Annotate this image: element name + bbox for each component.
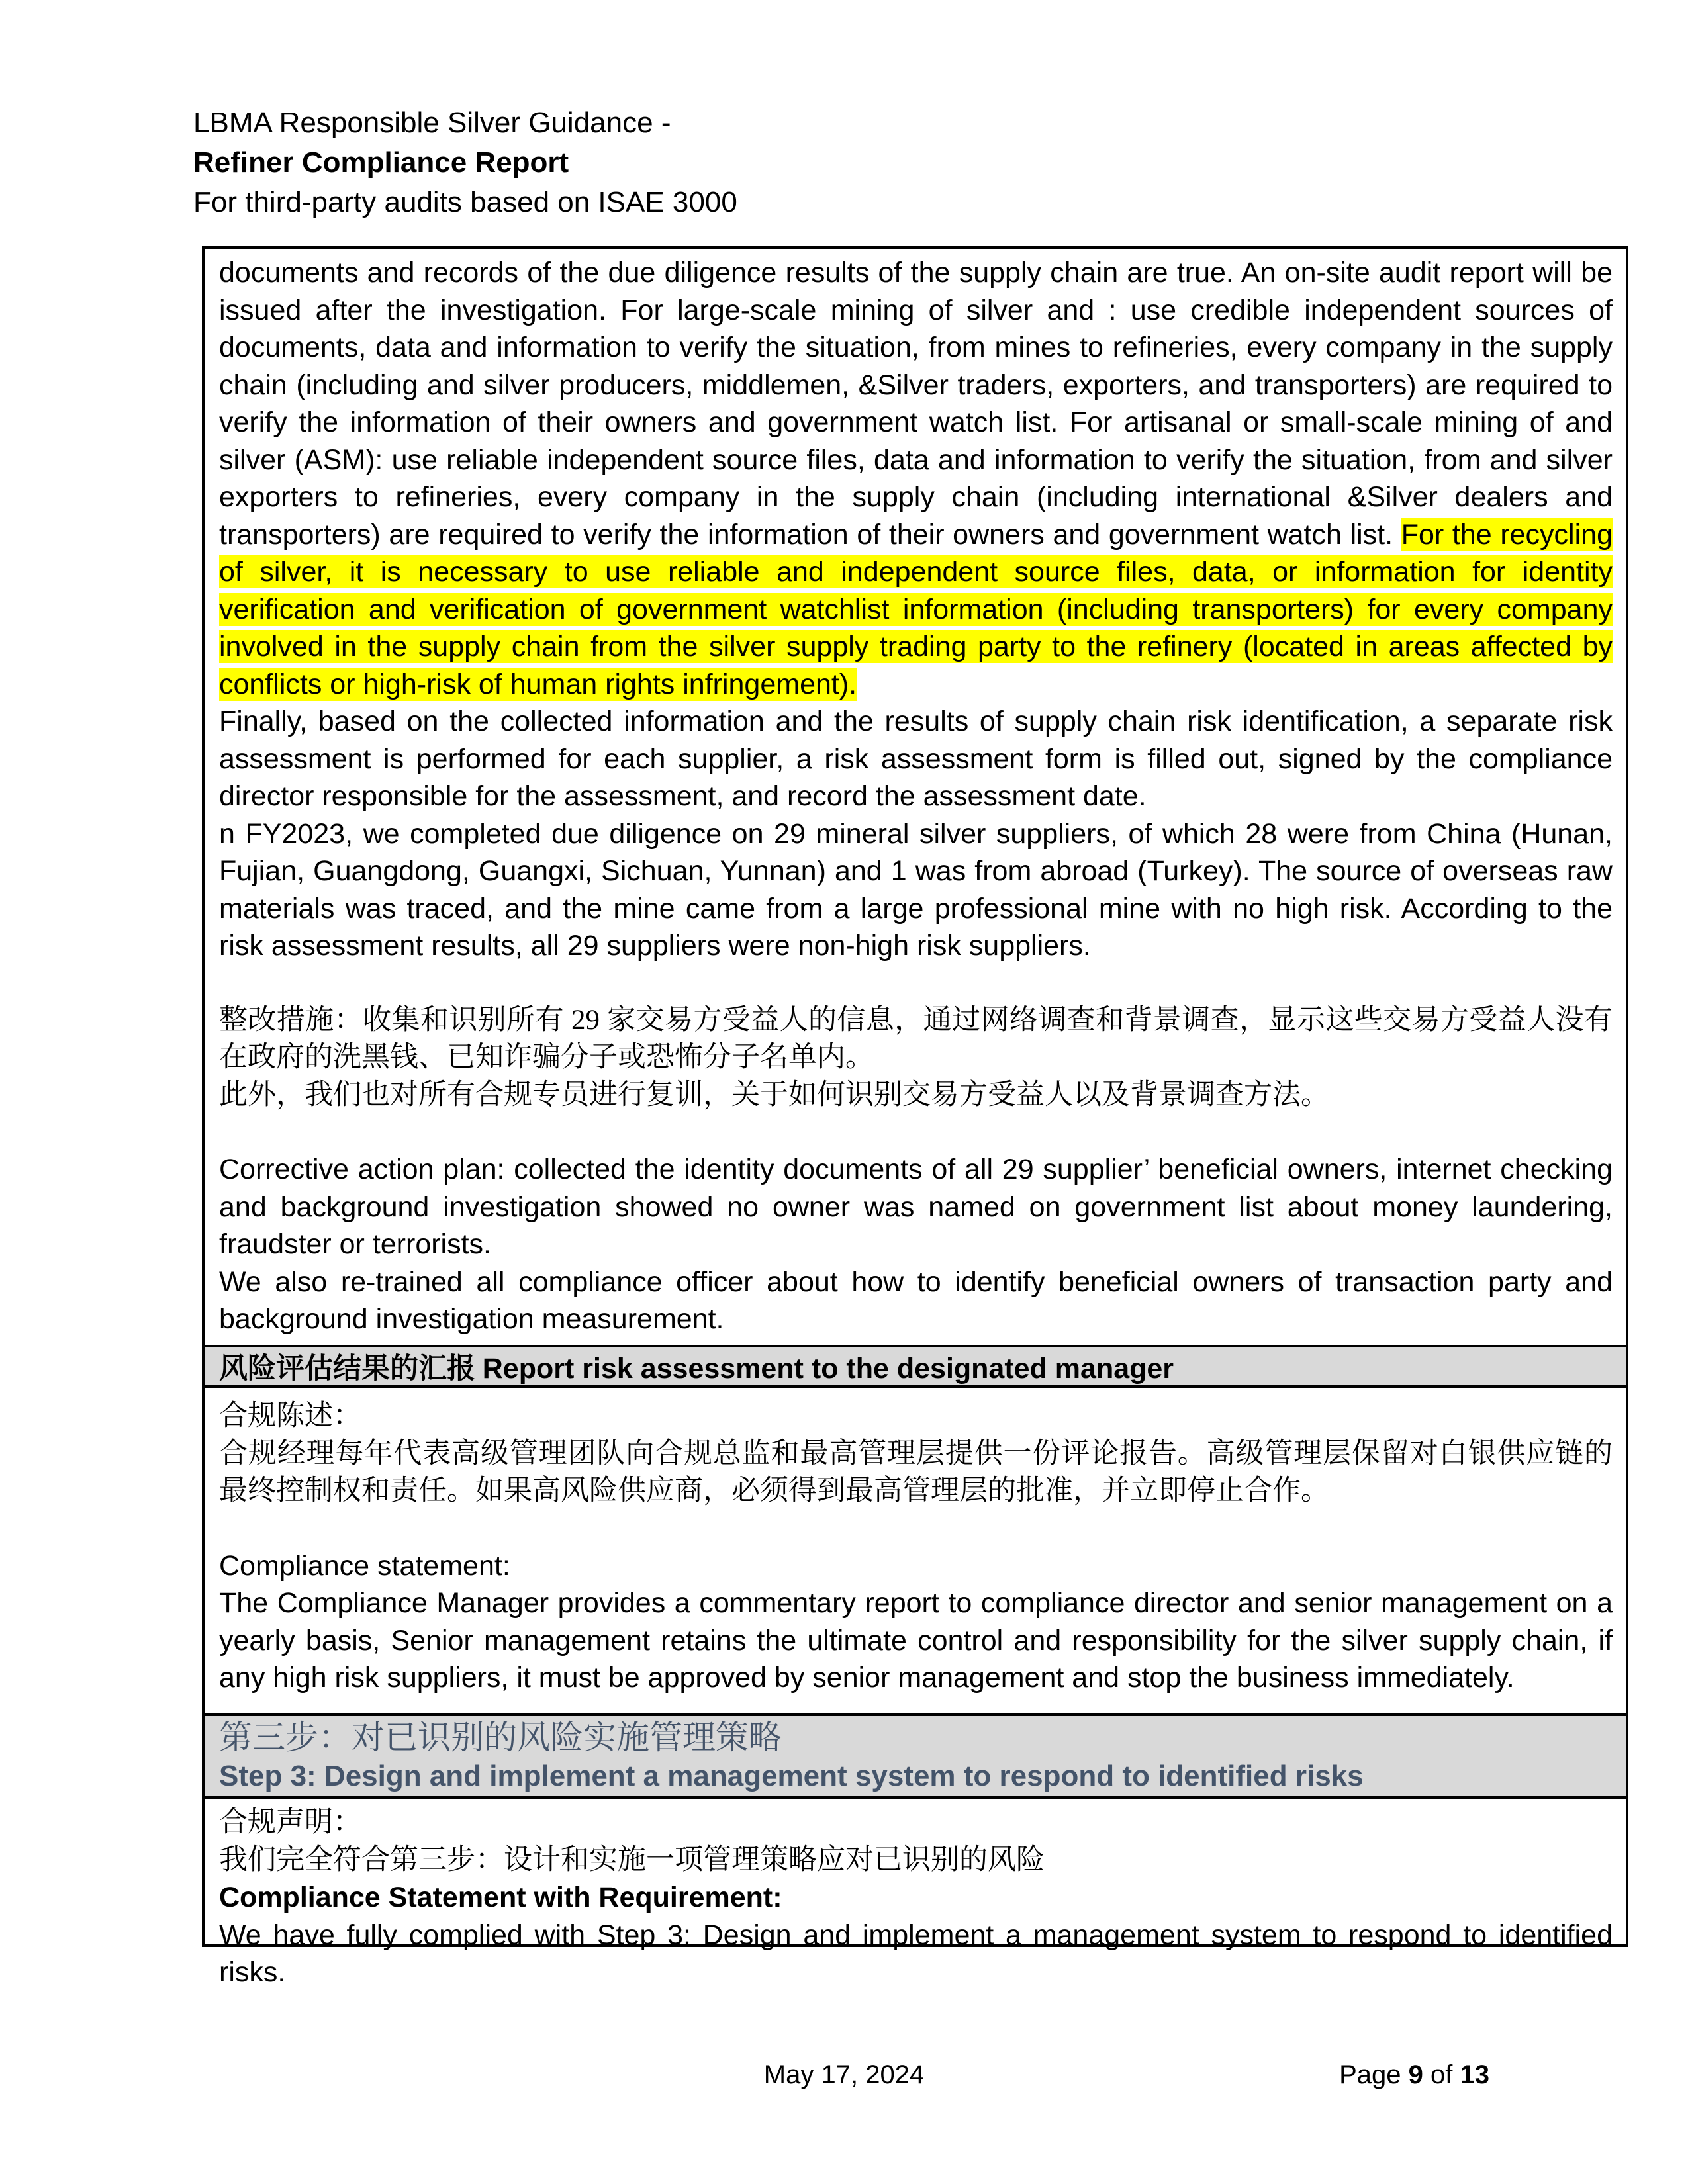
retraining-zh-paragraph: 此外，我们也对所有合规专员进行复训，关于如何识别交易方受益人以及背景调查方法。 — [219, 1079, 1329, 1111]
due-diligence-cell — [219, 254, 1613, 1338]
document-header — [193, 103, 737, 222]
step-3-en-body: We have fully complied with Step 3: Design and implement a management system to respond to identified risks. — [219, 1919, 1613, 1988]
step-3-header-en: Step 3: Design and implement a management system to respond to identified risks — [219, 1759, 1364, 1792]
compliance-statement-en-label: Compliance statement: — [219, 1549, 510, 1582]
footer-page-of: of — [1423, 2060, 1460, 2089]
header-line-audit-basis: For third-party audits based on ISAE 3000 — [193, 186, 737, 218]
step-3-header-zh: 第三步：对已识别的风险实施管理策略 — [219, 1718, 782, 1756]
due-diligence-paragraph — [219, 254, 1613, 703]
compliance-table — [202, 246, 1628, 1988]
report-risk-cell — [219, 1398, 1613, 1697]
footer-page-total: 13 — [1460, 2060, 1489, 2089]
header-line-report-title: Refiner Compliance Report — [193, 146, 569, 179]
section-header-en: Report risk assessment to the designated manager — [482, 1353, 1174, 1385]
footer-page-number: 9 — [1408, 2060, 1423, 2089]
header-line-guidance: LBMA Responsible Silver Guidance - — [193, 107, 671, 139]
step-3-en-label: Compliance Statement with Requirement: — [219, 1882, 782, 1913]
section-header-report-risk-assessment — [205, 1345, 1626, 1388]
section-header-zh: 风险评估结果的汇报 — [219, 1353, 483, 1385]
compliance-statement-en-body: The Compliance Manager provides a commentary report to compliance director and senior management on a yearly basis, Senior management retains the ultimate control and responsibility for the silver supply chain, if any high risk suppliers, it must be approved by senior management and stop the business immediately. — [219, 1587, 1613, 1694]
compliance-statement-zh-label: 合规陈述： — [219, 1400, 361, 1432]
compliance-statement-zh-body: 合规经理每年代表高级管理团队向合规总监和最高管理层提供一份评论报告。高级管理层保留对白银供应链的最终控制权和责任。如果高风险供应商，必须得到最高管理层的批准，并立即停止合作。 — [219, 1437, 1613, 1506]
retraining-en-paragraph: We also re-trained all compliance officer about how to identify beneficial owners of transaction party and background investigation measurement. — [219, 1265, 1613, 1335]
highlighted-recycling-text: For the recycling of silver, it is necessary to use reliable and independent source files, data, or information for identity verification and verification of government watchlist information (including transporters) for every company involved in the supply chain from the silver supply trading party to the refinery (located in areas affected by conflicts or high-risk of human rights infringement). — [219, 518, 1613, 700]
footer-page-prefix: Page — [1339, 2060, 1409, 2089]
due-diligence-text: documents and records of the due diligence results of the supply chain are true. An on-site audit report will be issued after the investigation. For large-scale mining of silver and : use credible independent sources of documents, data and information to verify the situation, from mines to refineries, every company in the supply chain (including and silver producers, middlemen, &Silver traders, exporters, and transporters) are required to verify the information of their owners and government watch list. For artisanal or small-scale mining of and silver (ASM): use reliable independent source files, data and information to verify the situation, from and silver exporters to refineries, every company in the supply chain (including international &Silver dealers and transporters) are required to verify the information of their owners and government watch list. — [219, 257, 1613, 551]
corrective-action-en-paragraph: Corrective action plan: collected the identity documents of all 29 supplier’ beneficial owners, internet checking and background investigation showed no owner was named on government list about money laundering, fraudster or terrorists. — [219, 1154, 1613, 1260]
step-3-cell — [219, 1804, 1613, 1991]
step-3-zh-body: 我们完全符合第三步：设计和实施一项管理策略应对已识别的风险 — [219, 1844, 1045, 1876]
footer-date: May 17, 2024 — [763, 2060, 925, 2089]
section-header-text — [219, 1346, 1174, 1387]
footer-page-indicator — [1339, 2060, 1489, 2090]
step-3-zh-label: 合规声明： — [219, 1807, 361, 1838]
section-header-step-3 — [205, 1713, 1626, 1799]
corrective-action-zh-paragraph: 整改措施：收集和识别所有 29 家交易方受益人的信息，通过网络调查和背景调查，显示这些交易方受益人没有在政府的洗黑钱、已知诈骗分子或恐怖分子名单内。 — [219, 1004, 1613, 1073]
risk-assessment-paragraph: Finally, based on the collected information and the results of supply chain risk identification, a separate risk assessment is performed for each supplier, a risk assessment form is filled out, signed by the compliance director responsible for the assessment, and record the assessment date. — [219, 705, 1613, 812]
fy2023-paragraph: n FY2023, we completed due diligence on 29 mineral silver suppliers, of which 28 were from China (Hunan, Fujian, Guangdong, Guangxi, Sichuan, Yunnan) and 1 was from abroad (Turkey). The source of overseas raw materials was traced, and the mine came from a large professional mine with no high risk. According to the risk assessment results, all 29 suppliers were non-high risk suppliers. — [219, 817, 1613, 962]
